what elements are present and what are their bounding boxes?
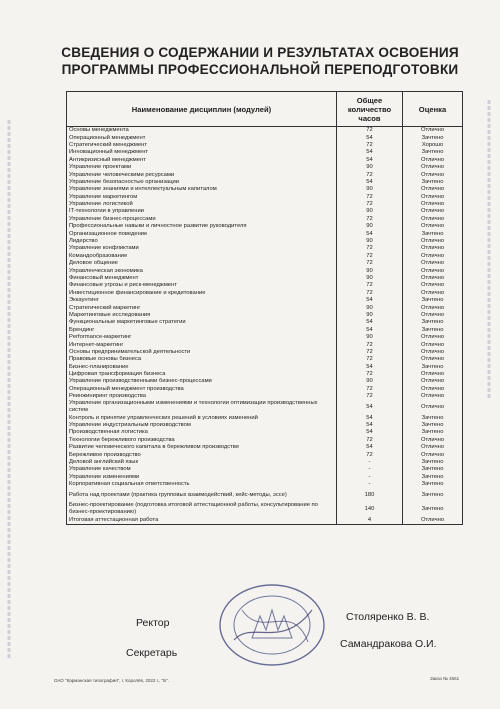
hours-cell: 72 bbox=[337, 290, 403, 297]
hours-cell: 180 bbox=[337, 488, 403, 502]
table-row bbox=[67, 327, 463, 334]
hours-cell: 54 bbox=[337, 444, 403, 451]
hours-cell: 72 bbox=[337, 253, 403, 260]
discipline-name-cell: Операционный менеджмент производства bbox=[67, 386, 337, 393]
discipline-name-cell: Управление человеческими ресурсами bbox=[67, 171, 337, 178]
header-total-hours: Общее количество часов bbox=[337, 92, 403, 127]
table-row bbox=[67, 349, 463, 356]
discipline-name-cell: Инновационный менеджмент bbox=[67, 149, 337, 156]
hours-cell: 90 bbox=[337, 378, 403, 385]
discipline-name-cell: Итоговая аттестационная работа bbox=[67, 516, 337, 524]
grade-cell: Отлично bbox=[403, 171, 463, 178]
discipline-name-cell: Деловой английский язык bbox=[67, 459, 337, 466]
table-row bbox=[67, 142, 463, 149]
table-row bbox=[67, 134, 463, 141]
discipline-name-cell: Бережливое производство bbox=[67, 451, 337, 458]
discipline-name-cell: Управление маркетингом bbox=[67, 194, 337, 201]
table-row bbox=[67, 451, 463, 458]
grade-cell: Отлично bbox=[403, 334, 463, 341]
table-row bbox=[67, 208, 463, 215]
hours-cell: 90 bbox=[337, 164, 403, 171]
grade-cell: Отлично bbox=[403, 201, 463, 208]
discipline-name-cell: Управление безопасностью организации bbox=[67, 179, 337, 186]
discipline-name-cell: Контроль и принятие управленческих решений в условиях изменений bbox=[67, 414, 337, 421]
grade-cell: Зачтено bbox=[403, 134, 463, 141]
discipline-name-cell: Эккаунтинг bbox=[67, 297, 337, 304]
grade-cell: Зачтено bbox=[403, 179, 463, 186]
hours-cell: 90 bbox=[337, 312, 403, 319]
discipline-name-cell: Управление логистикой bbox=[67, 201, 337, 208]
grade-cell: Отлично bbox=[403, 253, 463, 260]
hours-cell: 140 bbox=[337, 502, 403, 516]
hours-cell: 72 bbox=[337, 349, 403, 356]
table-row bbox=[67, 267, 463, 274]
table-row bbox=[67, 223, 463, 230]
table-row bbox=[67, 179, 463, 186]
hours-cell: 54 bbox=[337, 134, 403, 141]
grade-cell: Отлично bbox=[403, 312, 463, 319]
table-row bbox=[67, 378, 463, 385]
hours-cell: 54 bbox=[337, 429, 403, 436]
hours-cell: 72 bbox=[337, 171, 403, 178]
secretary-name: Самандракова О.И. bbox=[340, 638, 437, 650]
grade-cell: Зачтено bbox=[403, 466, 463, 473]
discipline-name-cell: Стратегический маркетинг bbox=[67, 304, 337, 311]
grade-cell: Зачтено bbox=[403, 429, 463, 436]
table-row bbox=[67, 297, 463, 304]
table-row bbox=[67, 127, 463, 135]
table-row bbox=[67, 275, 463, 282]
discipline-name-cell: Финансовый менеджмент bbox=[67, 275, 337, 282]
hours-cell: 72 bbox=[337, 194, 403, 201]
grade-cell: Отлично bbox=[403, 223, 463, 230]
header-discipline-name: Наименование дисциплин (модулей) bbox=[67, 92, 337, 127]
title-line-2: ПРОГРАММЫ ПРОФЕССИОНАЛЬНОЙ ПЕРЕПОДГОТОВКИ bbox=[61, 62, 459, 77]
discipline-name-cell: Функциональные маркетинговые стратегии bbox=[67, 319, 337, 326]
table-row bbox=[67, 304, 463, 311]
discipline-name-cell: Организационное поведение bbox=[67, 230, 337, 237]
discipline-name-cell: Производственная логистика bbox=[67, 429, 337, 436]
table-row bbox=[67, 444, 463, 451]
table-row bbox=[67, 282, 463, 289]
header-grade: Оценка bbox=[403, 92, 463, 127]
hours-cell: 90 bbox=[337, 334, 403, 341]
grade-cell: Отлично bbox=[403, 157, 463, 164]
discipline-name-cell: Цифровая трансформация бизнеса bbox=[67, 371, 337, 378]
hours-cell: 54 bbox=[337, 149, 403, 156]
hours-cell: 54 bbox=[337, 400, 403, 414]
table-row bbox=[67, 341, 463, 348]
grade-cell: Отлично bbox=[403, 245, 463, 252]
hours-cell: - bbox=[337, 459, 403, 466]
grade-cell: Зачтено bbox=[403, 319, 463, 326]
rector-label: Ректор bbox=[136, 617, 170, 629]
grade-cell: Зачтено bbox=[403, 481, 463, 488]
hours-cell: 90 bbox=[337, 275, 403, 282]
discipline-name-cell: Performance-маркетинг bbox=[67, 334, 337, 341]
table-row bbox=[67, 502, 463, 516]
grade-cell: Зачтено bbox=[403, 230, 463, 237]
grade-cell: Отлично bbox=[403, 267, 463, 274]
table-row bbox=[67, 245, 463, 252]
grade-cell: Отлично bbox=[403, 356, 463, 363]
discipline-name-cell: IT-технологии в управлении bbox=[67, 208, 337, 215]
hours-cell: 54 bbox=[337, 414, 403, 421]
discipline-name-cell: Реинжиниринг производства bbox=[67, 393, 337, 400]
table-row bbox=[67, 253, 463, 260]
table-row bbox=[67, 171, 463, 178]
hours-cell: 90 bbox=[337, 208, 403, 215]
table-row bbox=[67, 364, 463, 371]
table-row bbox=[67, 334, 463, 341]
grade-cell: Зачтено bbox=[403, 364, 463, 371]
secretary-label: Секретарь bbox=[126, 647, 178, 659]
table-row bbox=[67, 459, 463, 466]
table-row bbox=[67, 466, 463, 473]
hours-cell: - bbox=[337, 481, 403, 488]
hours-cell: 54 bbox=[337, 230, 403, 237]
grade-cell: Отлично bbox=[403, 208, 463, 215]
grade-cell: Зачтено bbox=[403, 149, 463, 156]
grade-cell: Зачтено bbox=[403, 422, 463, 429]
grade-cell: Зачтено bbox=[403, 474, 463, 481]
title-line-1: СВЕДЕНИЯ О СОДЕРЖАНИИ И РЕЗУЛЬТАТАХ ОСВОЕНИЯ bbox=[61, 45, 459, 60]
grade-cell: Зачтено bbox=[403, 327, 463, 334]
page-title bbox=[40, 44, 480, 78]
discipline-name-cell: Управление бизнес-процессами bbox=[67, 216, 337, 223]
grade-cell: Отлично bbox=[403, 378, 463, 385]
grade-cell: Отлично bbox=[403, 349, 463, 356]
discipline-name-cell: Маркетинговые исследования bbox=[67, 312, 337, 319]
table-row bbox=[67, 260, 463, 267]
grade-cell: Отлично bbox=[403, 186, 463, 193]
printer-imprint: ОАО "Карманская типография", г. Королёв, 2022 г., "Б". bbox=[54, 678, 169, 683]
discipline-name-cell: Лидерство bbox=[67, 238, 337, 245]
grade-cell: Отлично bbox=[403, 516, 463, 524]
hours-cell: 72 bbox=[337, 451, 403, 458]
table-row bbox=[67, 488, 463, 502]
table-body bbox=[67, 127, 463, 525]
grade-cell: Отлично bbox=[403, 260, 463, 267]
hours-cell: 72 bbox=[337, 356, 403, 363]
grade-cell: Отлично bbox=[403, 238, 463, 245]
table-row bbox=[67, 400, 463, 414]
discipline-name-cell: Брендинг bbox=[67, 327, 337, 334]
discipline-name-cell: Управление изменениями bbox=[67, 474, 337, 481]
hours-cell: 90 bbox=[337, 304, 403, 311]
hours-cell: 90 bbox=[337, 238, 403, 245]
grade-cell: Отлично bbox=[403, 127, 463, 135]
hours-cell: 54 bbox=[337, 327, 403, 334]
grade-cell: Зачтено bbox=[403, 297, 463, 304]
grade-cell: Отлично bbox=[403, 194, 463, 201]
grade-cell: Зачтено bbox=[403, 502, 463, 516]
rector-name: Столяренко В. В. bbox=[346, 611, 430, 623]
table-row bbox=[67, 201, 463, 208]
hours-cell: 72 bbox=[337, 201, 403, 208]
table-row bbox=[67, 319, 463, 326]
hours-cell: 72 bbox=[337, 142, 403, 149]
table-row bbox=[67, 393, 463, 400]
hours-cell: 72 bbox=[337, 371, 403, 378]
table-row bbox=[67, 356, 463, 363]
table-row bbox=[67, 429, 463, 436]
hours-cell: 4 bbox=[337, 516, 403, 524]
hours-cell: 54 bbox=[337, 157, 403, 164]
hours-cell: 90 bbox=[337, 223, 403, 230]
table-row bbox=[67, 386, 463, 393]
hours-cell: 54 bbox=[337, 364, 403, 371]
table-row bbox=[67, 164, 463, 171]
discipline-name-cell: Управление конфликтами bbox=[67, 245, 337, 252]
left-margin-watermark bbox=[4, 120, 14, 660]
discipline-name-cell: Управление проектами bbox=[67, 164, 337, 171]
discipline-name-cell: Деловое общение bbox=[67, 260, 337, 267]
hours-cell: 72 bbox=[337, 245, 403, 252]
hours-cell: 90 bbox=[337, 267, 403, 274]
grade-cell: Отлично bbox=[403, 400, 463, 414]
discipline-name-cell: Управление производственными бизнес-процессами bbox=[67, 378, 337, 385]
grade-cell: Отлично bbox=[403, 164, 463, 171]
grade-cell: Отлично bbox=[403, 304, 463, 311]
table-row bbox=[67, 149, 463, 156]
discipline-name-cell: Управление знаниями и интеллектуальным капиталом bbox=[67, 186, 337, 193]
grade-cell: Отлично bbox=[403, 341, 463, 348]
order-number: Заказ № 4561 bbox=[430, 676, 460, 681]
hours-cell: 72 bbox=[337, 437, 403, 444]
hours-cell: 72 bbox=[337, 386, 403, 393]
discipline-name-cell: Управление организационными изменениями и технологии оптимизации производственных систем bbox=[67, 400, 337, 414]
table-row bbox=[67, 414, 463, 421]
table-row bbox=[67, 312, 463, 319]
grade-cell: Отлично bbox=[403, 282, 463, 289]
grade-cell: Отлично bbox=[403, 371, 463, 378]
grade-cell: Хорошо bbox=[403, 142, 463, 149]
table-row bbox=[67, 186, 463, 193]
table-row bbox=[67, 516, 463, 524]
table-row bbox=[67, 238, 463, 245]
right-margin-watermark bbox=[484, 100, 494, 400]
table-row bbox=[67, 157, 463, 164]
hours-cell: 72 bbox=[337, 341, 403, 348]
grade-cell: Зачтено bbox=[403, 414, 463, 421]
discipline-name-cell: Управление индустриальным производством bbox=[67, 422, 337, 429]
table-row bbox=[67, 437, 463, 444]
discipline-name-cell: Операционный менеджмент bbox=[67, 134, 337, 141]
hours-cell: 54 bbox=[337, 319, 403, 326]
discipline-name-cell: Корпоративная социальная ответственность bbox=[67, 481, 337, 488]
table-row bbox=[67, 474, 463, 481]
discipline-name-cell: Стратегический менеджмент bbox=[67, 142, 337, 149]
hours-cell: 90 bbox=[337, 186, 403, 193]
hours-cell: 54 bbox=[337, 422, 403, 429]
grade-cell: Отлично bbox=[403, 290, 463, 297]
hours-cell: 72 bbox=[337, 216, 403, 223]
table-row bbox=[67, 481, 463, 488]
discipline-name-cell: Технологии бережливого производства bbox=[67, 437, 337, 444]
grade-cell: Отлично bbox=[403, 393, 463, 400]
grade-cell: Отлично bbox=[403, 451, 463, 458]
hours-cell: 72 bbox=[337, 260, 403, 267]
discipline-name-cell: Командообразование bbox=[67, 253, 337, 260]
table-row bbox=[67, 230, 463, 237]
discipline-name-cell: Основы предпринимательской деятельности bbox=[67, 349, 337, 356]
discipline-name-cell: Профессиональные навыки и личностное развитие руководителя bbox=[67, 223, 337, 230]
hours-cell: 72 bbox=[337, 282, 403, 289]
grade-cell: Отлично bbox=[403, 216, 463, 223]
table-row bbox=[67, 371, 463, 378]
official-seal-stamp bbox=[212, 580, 332, 670]
grade-cell: Зачтено bbox=[403, 459, 463, 466]
disciplines-table bbox=[66, 91, 463, 525]
hours-cell: - bbox=[337, 466, 403, 473]
discipline-name-cell: Бизнес-планирование bbox=[67, 364, 337, 371]
discipline-name-cell: Правовые основы бизнеса bbox=[67, 356, 337, 363]
grade-cell: Отлично bbox=[403, 275, 463, 282]
discipline-name-cell: Инвестиционное финансирование и кредитование bbox=[67, 290, 337, 297]
grade-cell: Отлично bbox=[403, 444, 463, 451]
table-row bbox=[67, 290, 463, 297]
table-row bbox=[67, 194, 463, 201]
hours-cell: 72 bbox=[337, 393, 403, 400]
hours-cell: 72 bbox=[337, 127, 403, 135]
discipline-name-cell: Управленческая экономика bbox=[67, 267, 337, 274]
discipline-name-cell: Антикризисный менеджмент bbox=[67, 157, 337, 164]
discipline-name-cell: Интернет-маркетинг bbox=[67, 341, 337, 348]
grade-cell: Отлично bbox=[403, 437, 463, 444]
discipline-name-cell: Развитие человеческого капитала в бережливом производстве bbox=[67, 444, 337, 451]
discipline-name-cell: Основы менеджмента bbox=[67, 127, 337, 135]
grade-cell: Отлично bbox=[403, 386, 463, 393]
discipline-name-cell: Бизнес-проектирование (подготовка итоговой аттестационной работы, консультирование по бизнес-проектированию) bbox=[67, 502, 337, 516]
hours-cell: - bbox=[337, 474, 403, 481]
table-row bbox=[67, 422, 463, 429]
discipline-name-cell: Финансовые угрозы и риск-менеджмент bbox=[67, 282, 337, 289]
grade-cell: Зачтено bbox=[403, 488, 463, 502]
hours-cell: 54 bbox=[337, 297, 403, 304]
discipline-name-cell: Работа над проектами (практика групповых взаимодействий, кейс-методы, эссе) bbox=[67, 488, 337, 502]
hours-cell: 54 bbox=[337, 179, 403, 186]
table-row bbox=[67, 216, 463, 223]
discipline-name-cell: Управление качеством bbox=[67, 466, 337, 473]
